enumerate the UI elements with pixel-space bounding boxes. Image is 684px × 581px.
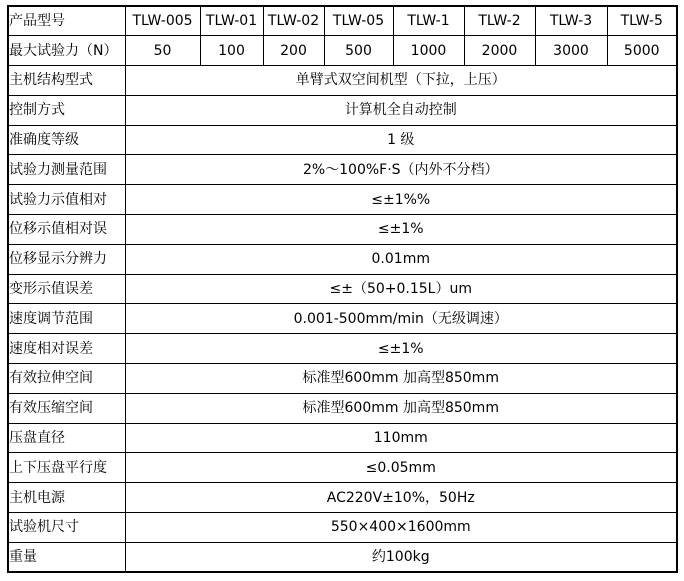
table-row — [8, 542, 677, 572]
table-row — [8, 334, 677, 364]
table-row-model — [8, 6, 677, 36]
row-value: 550×400×1600mm — [125, 513, 677, 543]
row-value: ≤±1% — [125, 334, 677, 364]
row-value: AC220V±10%，50Hz — [125, 483, 677, 513]
force-cell: 100 — [200, 36, 263, 66]
model-cell: TLW-005 — [125, 6, 200, 36]
row-value: 110mm — [125, 423, 677, 453]
row-label: 上下压盘平行度 — [8, 453, 125, 483]
row-label: 位移示值相对误 — [8, 215, 125, 245]
force-cell: 2000 — [464, 36, 535, 66]
table-row — [8, 423, 677, 453]
table-row — [8, 125, 677, 155]
table-row-max-force — [8, 36, 677, 66]
row-value: 2%～100%F·S（内外不分档） — [125, 155, 677, 185]
row-label: 准确度等级 — [8, 125, 125, 155]
row-label: 位移显示分辨力 — [8, 244, 125, 274]
row-label: 有效拉伸空间 — [8, 364, 125, 394]
table-row — [8, 185, 677, 215]
model-cell: TLW-05 — [324, 6, 393, 36]
row-label: 压盘直径 — [8, 423, 125, 453]
row-label: 速度调节范围 — [8, 304, 125, 334]
row-label: 重量 — [8, 542, 125, 572]
spec-table — [7, 5, 678, 573]
model-cell: TLW-01 — [200, 6, 263, 36]
force-cell: 200 — [263, 36, 324, 66]
row-value: 标准型600mm 加高型850mm — [125, 364, 677, 394]
row-label: 试验力示值相对 — [8, 185, 125, 215]
table-row — [8, 215, 677, 245]
table-row — [8, 513, 677, 543]
row-value: 标准型600mm 加高型850mm — [125, 393, 677, 423]
row-value: ≤±（50+0.15L）um — [125, 274, 677, 304]
row-value: 1 级 — [125, 125, 677, 155]
row-label: 产品型号 — [8, 6, 125, 36]
row-label: 主机结构型式 — [8, 66, 125, 96]
table-row — [8, 95, 677, 125]
table-row — [8, 244, 677, 274]
table-row — [8, 453, 677, 483]
table-row — [8, 304, 677, 334]
row-label: 主机电源 — [8, 483, 125, 513]
row-value: 约100kg — [125, 542, 677, 572]
force-cell: 5000 — [607, 36, 677, 66]
row-label: 速度相对误差 — [8, 334, 125, 364]
row-label: 有效压缩空间 — [8, 393, 125, 423]
force-cell: 50 — [125, 36, 200, 66]
row-value: ≤±1%% — [125, 185, 677, 215]
row-label: 试验机尺寸 — [8, 513, 125, 543]
table-row — [8, 483, 677, 513]
row-value: 0.001-500mm/min（无级调速） — [125, 304, 677, 334]
model-cell: TLW-1 — [393, 6, 464, 36]
row-label: 最大试验力（N） — [8, 36, 125, 66]
table-row — [8, 155, 677, 185]
model-cell: TLW-3 — [535, 6, 607, 36]
table-row — [8, 393, 677, 423]
table-row — [8, 364, 677, 394]
model-cell: TLW-5 — [607, 6, 677, 36]
force-cell: 500 — [324, 36, 393, 66]
row-value: ≤±1% — [125, 215, 677, 245]
row-label: 控制方式 — [8, 95, 125, 125]
row-value: 单臂式双空间机型（下拉，上压） — [125, 66, 677, 96]
model-cell: TLW-02 — [263, 6, 324, 36]
row-value: 0.01mm — [125, 244, 677, 274]
row-label: 试验力测量范围 — [8, 155, 125, 185]
row-value: 计算机全自动控制 — [125, 95, 677, 125]
table-row — [8, 274, 677, 304]
model-cell: TLW-2 — [464, 6, 535, 36]
force-cell: 3000 — [535, 36, 607, 66]
row-label: 变形示值误差 — [8, 274, 125, 304]
row-value: ≤0.05mm — [125, 453, 677, 483]
table-row — [8, 66, 677, 96]
force-cell: 1000 — [393, 36, 464, 66]
